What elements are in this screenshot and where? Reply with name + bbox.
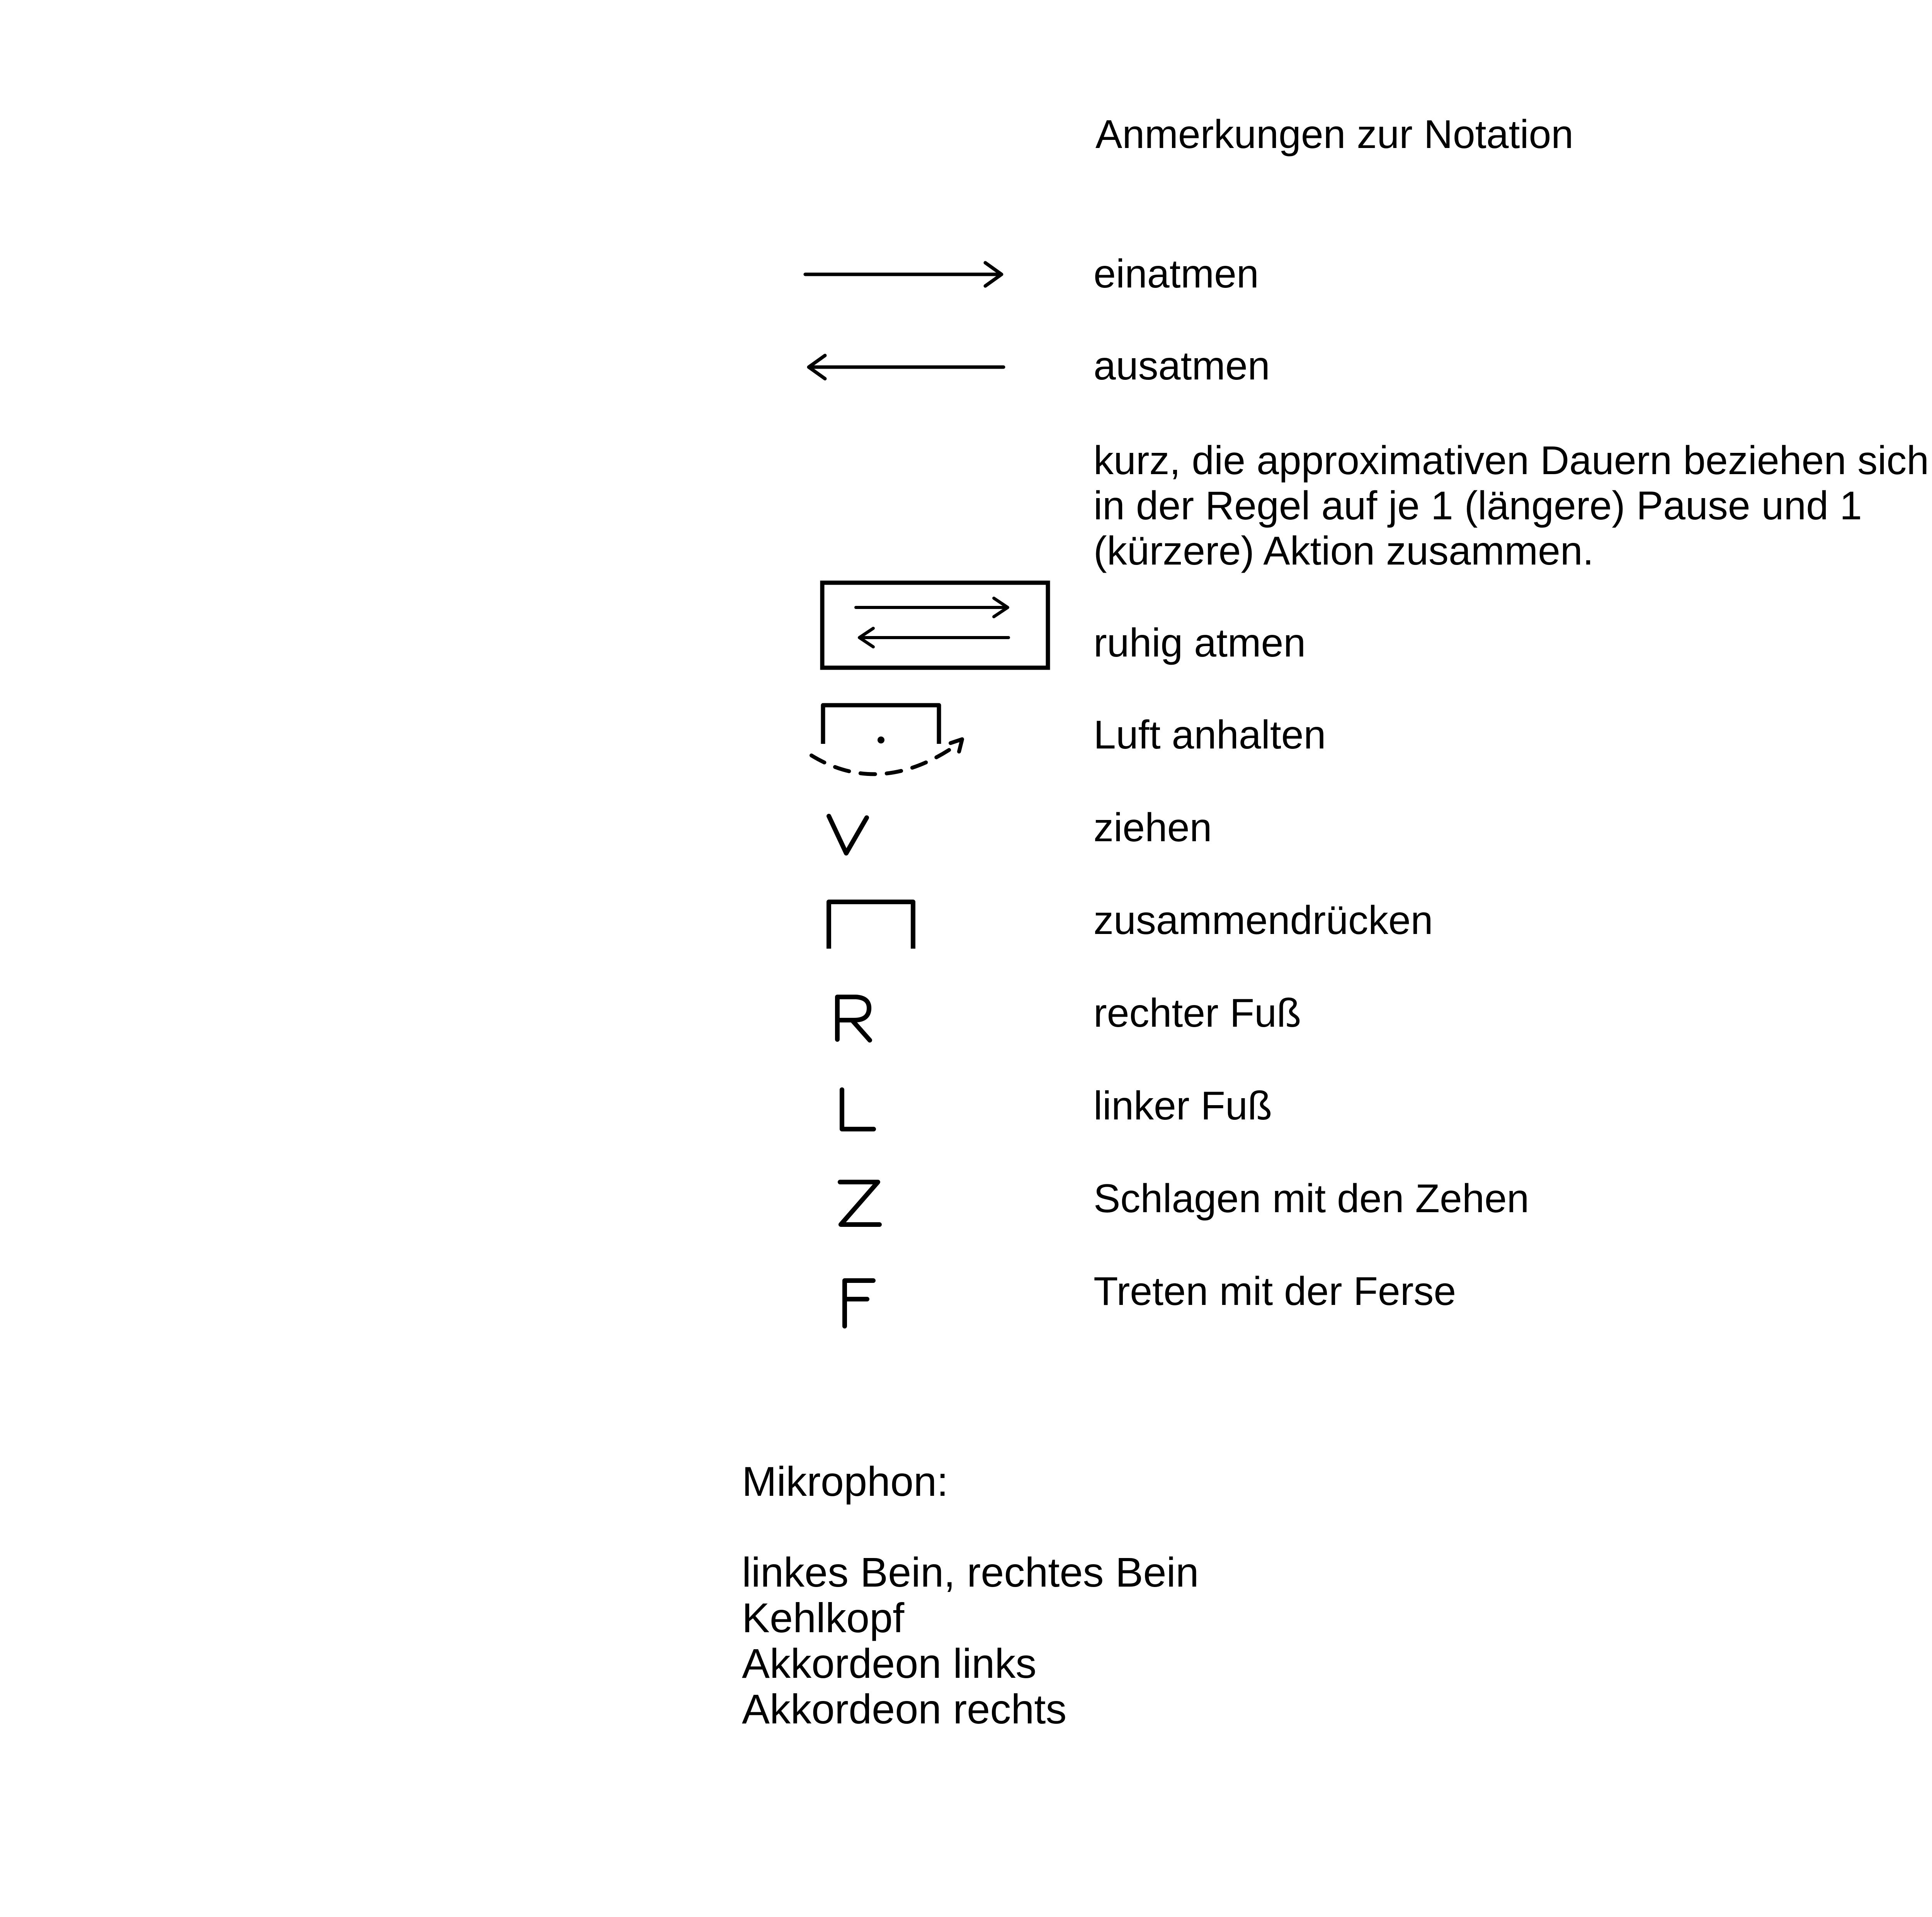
- label-zehen: Schlagen mit den Zehen: [1094, 1176, 1529, 1221]
- f-heel-icon: [838, 1275, 881, 1331]
- label-ruhig-atmen: ruhig atmen: [1094, 621, 1306, 665]
- kurz-line-1: kurz, die approximativen Dauern beziehen sich: [1094, 438, 1929, 483]
- boxed-double-arrow-icon: [819, 580, 1051, 674]
- l-left-foot-icon: [837, 1086, 879, 1138]
- label-linker-fuss: linker Fuß: [1094, 1084, 1272, 1128]
- arrow-left-icon: [806, 352, 1007, 384]
- z-toes-icon: [835, 1177, 885, 1233]
- label-ausatmen: ausatmen: [1094, 344, 1270, 388]
- kurz-line-3: (kürzere) Aktion zusammen.: [1094, 529, 1594, 573]
- v-pull-icon: [825, 811, 871, 860]
- label-luft-anhalten: Luft anhalten: [1094, 713, 1326, 757]
- breath-hold-icon: [808, 697, 978, 784]
- label-rechter-fuss: rechter Fuß: [1094, 991, 1301, 1036]
- label-zusammendruecken: zusammendrücken: [1094, 898, 1433, 943]
- page-title: Anmerkungen zur Notation: [1095, 112, 1574, 157]
- mikrophon-item: linkes Bein, rechtes Bein: [742, 1549, 1199, 1596]
- arrow-right-icon: [804, 259, 1005, 292]
- label-ferse: Treten mit der Ferse: [1094, 1269, 1456, 1314]
- kurz-line-2: in der Regel auf je 1 (längere) Pause und 1: [1094, 483, 1862, 528]
- label-ziehen: ziehen: [1094, 805, 1212, 850]
- bracket-push-icon: [825, 896, 918, 953]
- mikrophon-item: Akkordeon rechts: [742, 1686, 1067, 1732]
- mikrophon-item: Akkordeon links: [742, 1640, 1037, 1687]
- label-einatmen: einatmen: [1094, 252, 1259, 296]
- mikrophon-item: Kehlkopf: [742, 1594, 905, 1641]
- mikrophon-heading: Mikrophon:: [742, 1458, 949, 1505]
- r-right-foot-icon: [833, 993, 875, 1045]
